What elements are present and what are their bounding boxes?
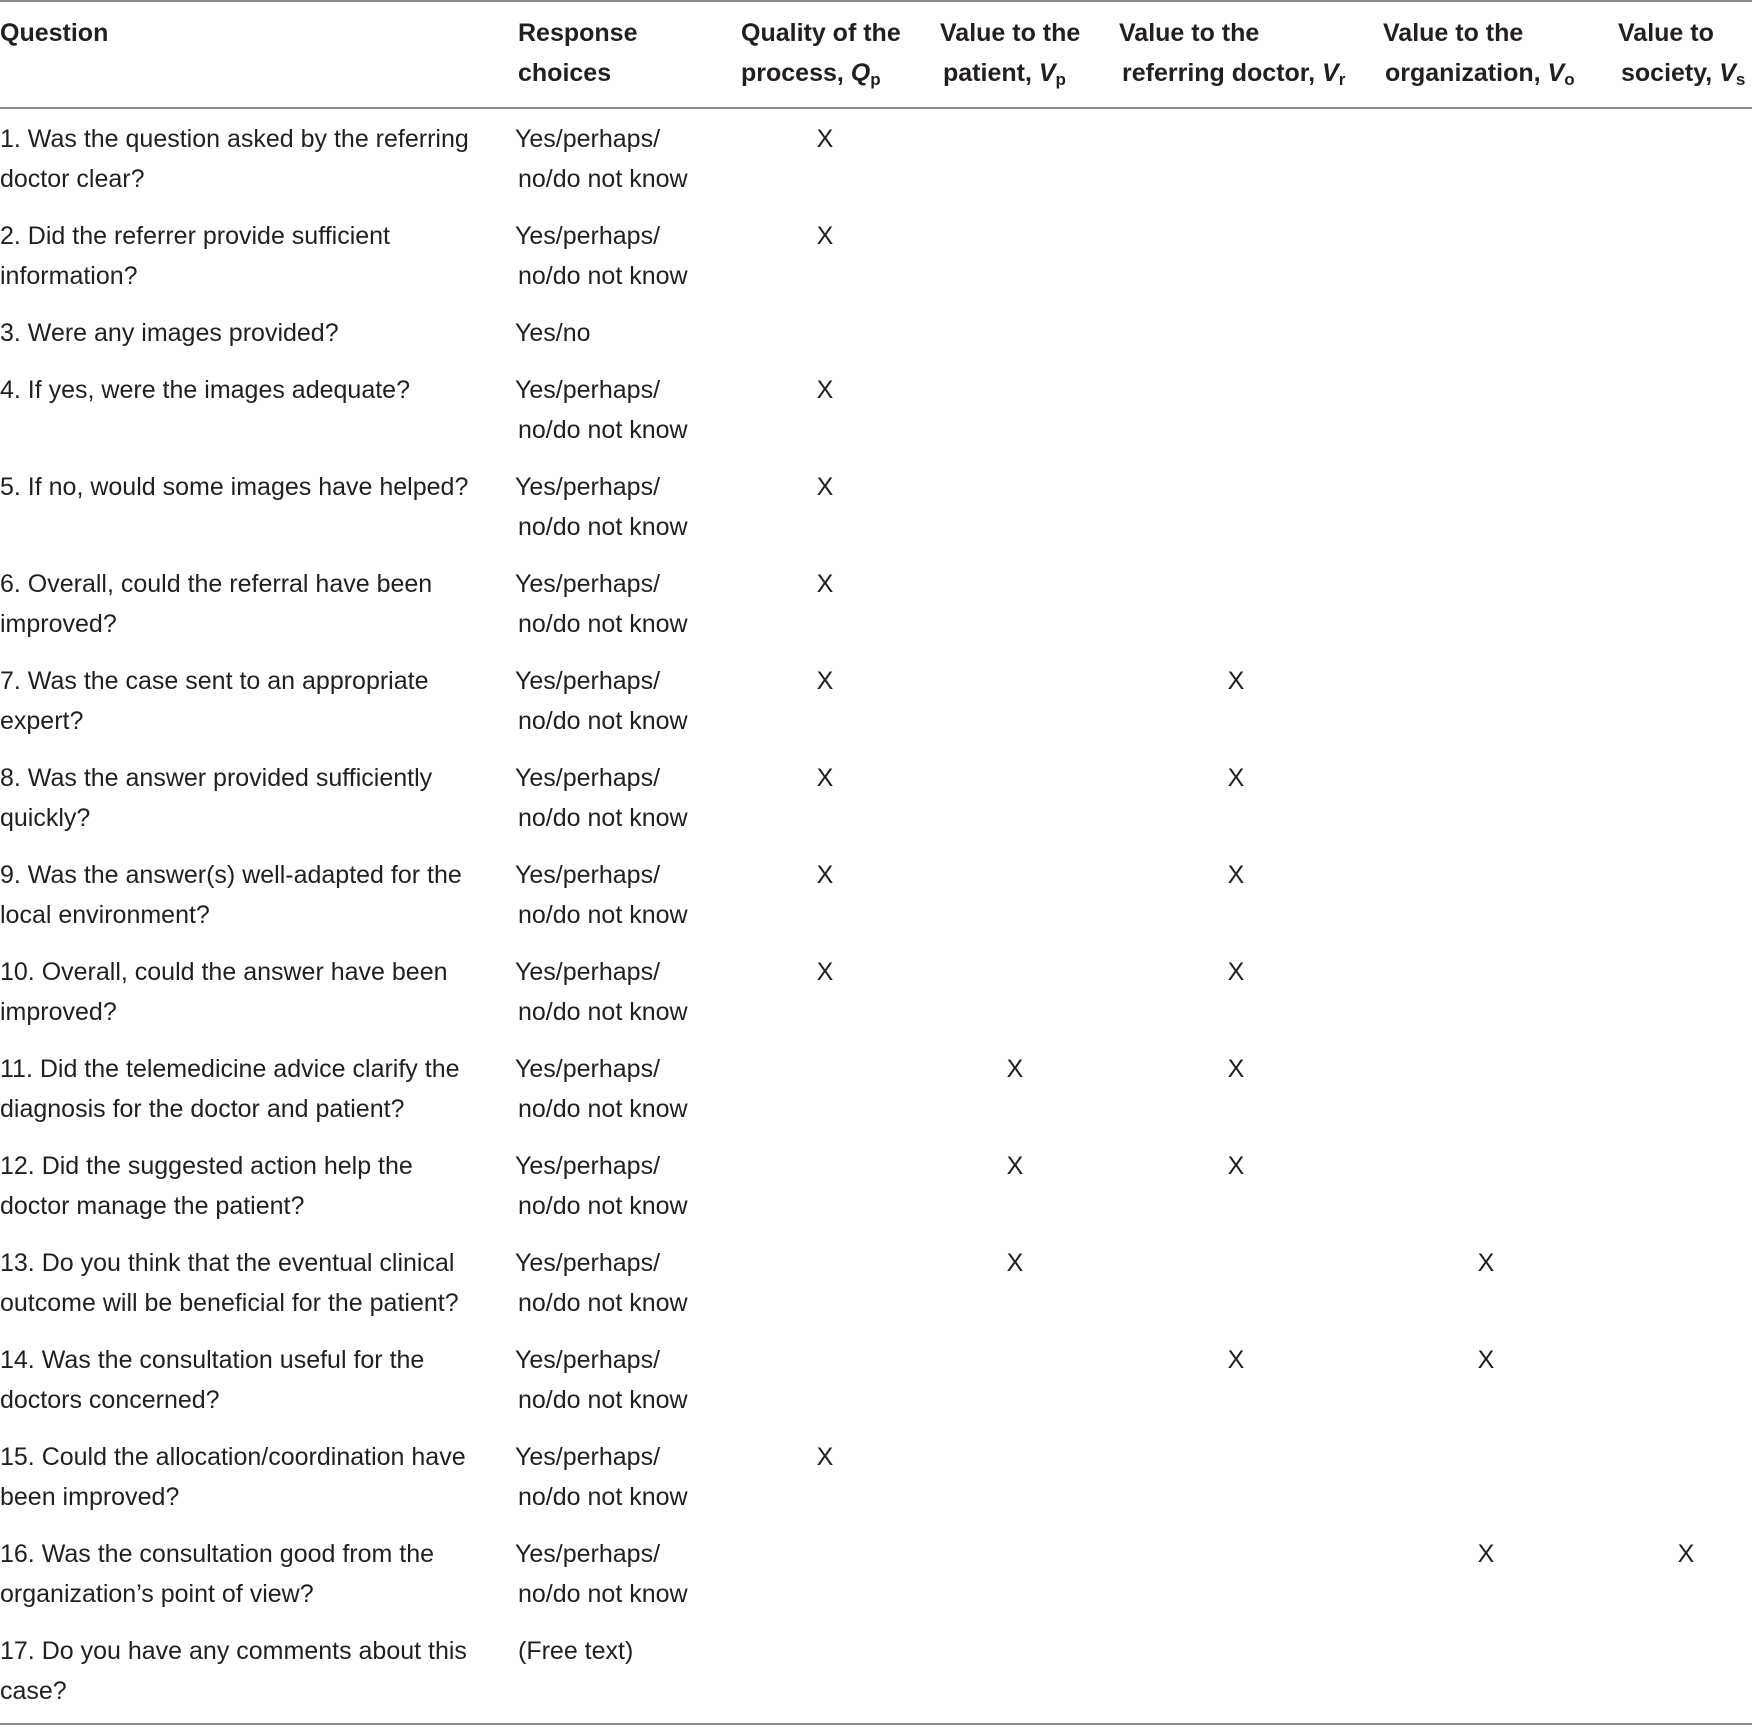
question-cell: 14. Was the consultation useful for the doctors concerned? xyxy=(0,1346,425,1414)
question-cell: 1. Was the question asked by the referring doctor clear? xyxy=(0,125,469,193)
table-row xyxy=(0,313,1752,370)
question-cell: 15. Could the allocation/coordination have been improved? xyxy=(0,1443,466,1511)
response-cell: Yes/perhaps/ no/do not know xyxy=(515,958,688,1026)
header-qp-line2: process, $Q_p$ xyxy=(741,59,881,89)
response-cell: Yes/perhaps/ no/do not know xyxy=(515,1346,688,1414)
mark-quality-process: X xyxy=(816,1443,834,1471)
response-cell: Yes/perhaps/ no/do not know xyxy=(515,1249,688,1317)
table-row xyxy=(0,1631,1752,1728)
header-vo-sub: o xyxy=(1564,70,1575,89)
table-row xyxy=(0,855,1752,952)
header-qp-line1: Quality of the xyxy=(741,19,901,47)
table-row xyxy=(0,661,1752,758)
response-cell: Yes/perhaps/ no/do not know xyxy=(515,667,688,735)
mark-value-organization: X xyxy=(1477,1249,1495,1277)
mark-value-referring-doctor: X xyxy=(1227,1346,1245,1374)
header-qp-symbol: Q xyxy=(850,59,871,87)
header-value-organization xyxy=(1383,13,1575,93)
table-row xyxy=(0,1340,1752,1437)
mark-value-organization: X xyxy=(1477,1540,1495,1568)
response-cell: Yes/perhaps/ no/do not know xyxy=(515,222,688,290)
header-vo-line1: Value to the xyxy=(1383,19,1524,47)
response-cell: Yes/perhaps/ no/do not know xyxy=(515,764,688,832)
question-cell: 2. Did the referrer provide sufficient information? xyxy=(0,222,391,290)
response-cell: Yes/perhaps/ no/do not know xyxy=(515,1540,688,1608)
header-vo-line2: organization, $V_o$ xyxy=(1385,59,1575,89)
table-row xyxy=(0,758,1752,855)
header-response-choices xyxy=(518,13,637,93)
mark-quality-process: X xyxy=(816,764,834,792)
header-vs-symbol: V xyxy=(1719,59,1736,87)
mark-quality-process: X xyxy=(816,570,834,598)
table-row xyxy=(0,370,1752,467)
response-cell: Yes/perhaps/ no/do not know xyxy=(515,1055,688,1123)
mark-quality-process: X xyxy=(816,861,834,889)
header-value-society xyxy=(1618,13,1745,93)
question-cell: 11. Did the telemedicine advice clarify the diagnosis for the doctor and patient? xyxy=(0,1055,460,1123)
mark-quality-process: X xyxy=(816,222,834,250)
header-vp-line2: patient, $V_p$ xyxy=(943,59,1066,89)
header-value-patient xyxy=(940,13,1080,93)
mark-quality-process: X xyxy=(816,958,834,986)
response-cell: Yes/no xyxy=(515,319,591,347)
mark-value-referring-doctor: X xyxy=(1227,1055,1245,1083)
mark-value-referring-doctor: X xyxy=(1227,667,1245,695)
question-cell: 12. Did the suggested action help the doctor manage the patient? xyxy=(0,1152,413,1220)
header-vr-sub: r xyxy=(1338,70,1346,89)
question-cell: 16. Was the consultation good from the organization’s point of view? xyxy=(0,1540,435,1608)
header-quality-process xyxy=(741,13,901,93)
mark-quality-process: X xyxy=(816,667,834,695)
response-cell: Yes/perhaps/ no/do not know xyxy=(515,570,688,638)
header-vr-symbol: V xyxy=(1322,59,1339,87)
mark-value-patient: X xyxy=(1006,1152,1024,1180)
response-cell: Yes/perhaps/ no/do not know xyxy=(515,125,688,193)
mark-value-referring-doctor: X xyxy=(1227,764,1245,792)
mark-value-referring-doctor: X xyxy=(1227,958,1245,986)
response-cell: Yes/perhaps/ no/do not know xyxy=(515,1152,688,1220)
header-vr-line2: referring doctor, $V_r$ xyxy=(1122,59,1346,89)
table-row xyxy=(0,1534,1752,1631)
mark-value-patient: X xyxy=(1006,1249,1024,1277)
mark-quality-process: X xyxy=(816,376,834,404)
table-row xyxy=(0,1146,1752,1243)
header-vs-line2: society, $V_s$ xyxy=(1621,59,1746,89)
mark-value-referring-doctor: X xyxy=(1227,861,1245,889)
mark-value-patient: X xyxy=(1006,1055,1024,1083)
response-cell: Yes/perhaps/ no/do not know xyxy=(515,473,688,541)
response-cell: Yes/perhaps/ no/do not know xyxy=(515,376,688,444)
mark-value-society: X xyxy=(1677,1540,1695,1568)
mark-quality-process: X xyxy=(816,125,834,153)
header-vo-symbol: V xyxy=(1547,59,1565,87)
question-cell: 7. Was the case sent to an appropriate expert? xyxy=(0,667,429,735)
table-row xyxy=(0,564,1752,661)
header-question-label: Question xyxy=(0,19,109,47)
table-row xyxy=(0,467,1752,564)
header-vp-symbol: V xyxy=(1038,59,1056,87)
response-cell: Yes/perhaps/ no/do not know xyxy=(515,1443,688,1511)
question-cell: 5. If no, would some images have helped? xyxy=(0,473,469,501)
table-row xyxy=(0,119,1752,216)
table-row xyxy=(0,1243,1752,1340)
table-row xyxy=(0,1049,1752,1146)
question-cell: 4. If yes, were the images adequate? xyxy=(0,376,410,404)
header-bottom-rule xyxy=(0,107,1752,109)
mark-value-referring-doctor: X xyxy=(1227,1152,1245,1180)
header-response-line1: Response xyxy=(518,19,638,47)
header-vs-line1: Value to xyxy=(1618,19,1714,47)
table-bottom-rule xyxy=(0,1723,1752,1725)
question-cell: 10. Overall, could the answer have been improved? xyxy=(0,958,448,1026)
header-response-line2: choices xyxy=(518,59,612,87)
mark-value-organization: X xyxy=(1477,1346,1495,1374)
table-row xyxy=(0,216,1752,313)
header-question xyxy=(0,13,108,53)
mark-quality-process: X xyxy=(816,473,834,501)
response-cell: Yes/perhaps/ no/do not know xyxy=(515,861,688,929)
question-cell: 17. Do you have any comments about this case? xyxy=(0,1637,467,1705)
question-cell: 13. Do you think that the eventual clinical outcome will be beneficial for the patient? xyxy=(0,1249,459,1317)
response-cell: (Free text) xyxy=(518,1637,634,1665)
question-cell: 8. Was the answer provided sufficiently quickly? xyxy=(0,764,433,832)
header-vp-line1: Value to the xyxy=(940,19,1081,47)
table-body xyxy=(0,119,1752,1728)
header-value-referring-doctor xyxy=(1119,13,1345,93)
table-top-rule xyxy=(0,0,1752,2)
question-cell: 9. Was the answer(s) well-adapted for the local environment? xyxy=(0,861,462,929)
header-qp-sub: p xyxy=(870,70,881,89)
table-row xyxy=(0,952,1752,1049)
table-row xyxy=(0,1437,1752,1534)
question-cell: 6. Overall, could the referral have been improved? xyxy=(0,570,433,638)
question-cell: 3. Were any images provided? xyxy=(0,319,339,347)
header-vr-line1: Value to the xyxy=(1119,19,1260,47)
header-vs-sub: s xyxy=(1735,70,1746,89)
header-vp-sub: p xyxy=(1055,70,1066,89)
